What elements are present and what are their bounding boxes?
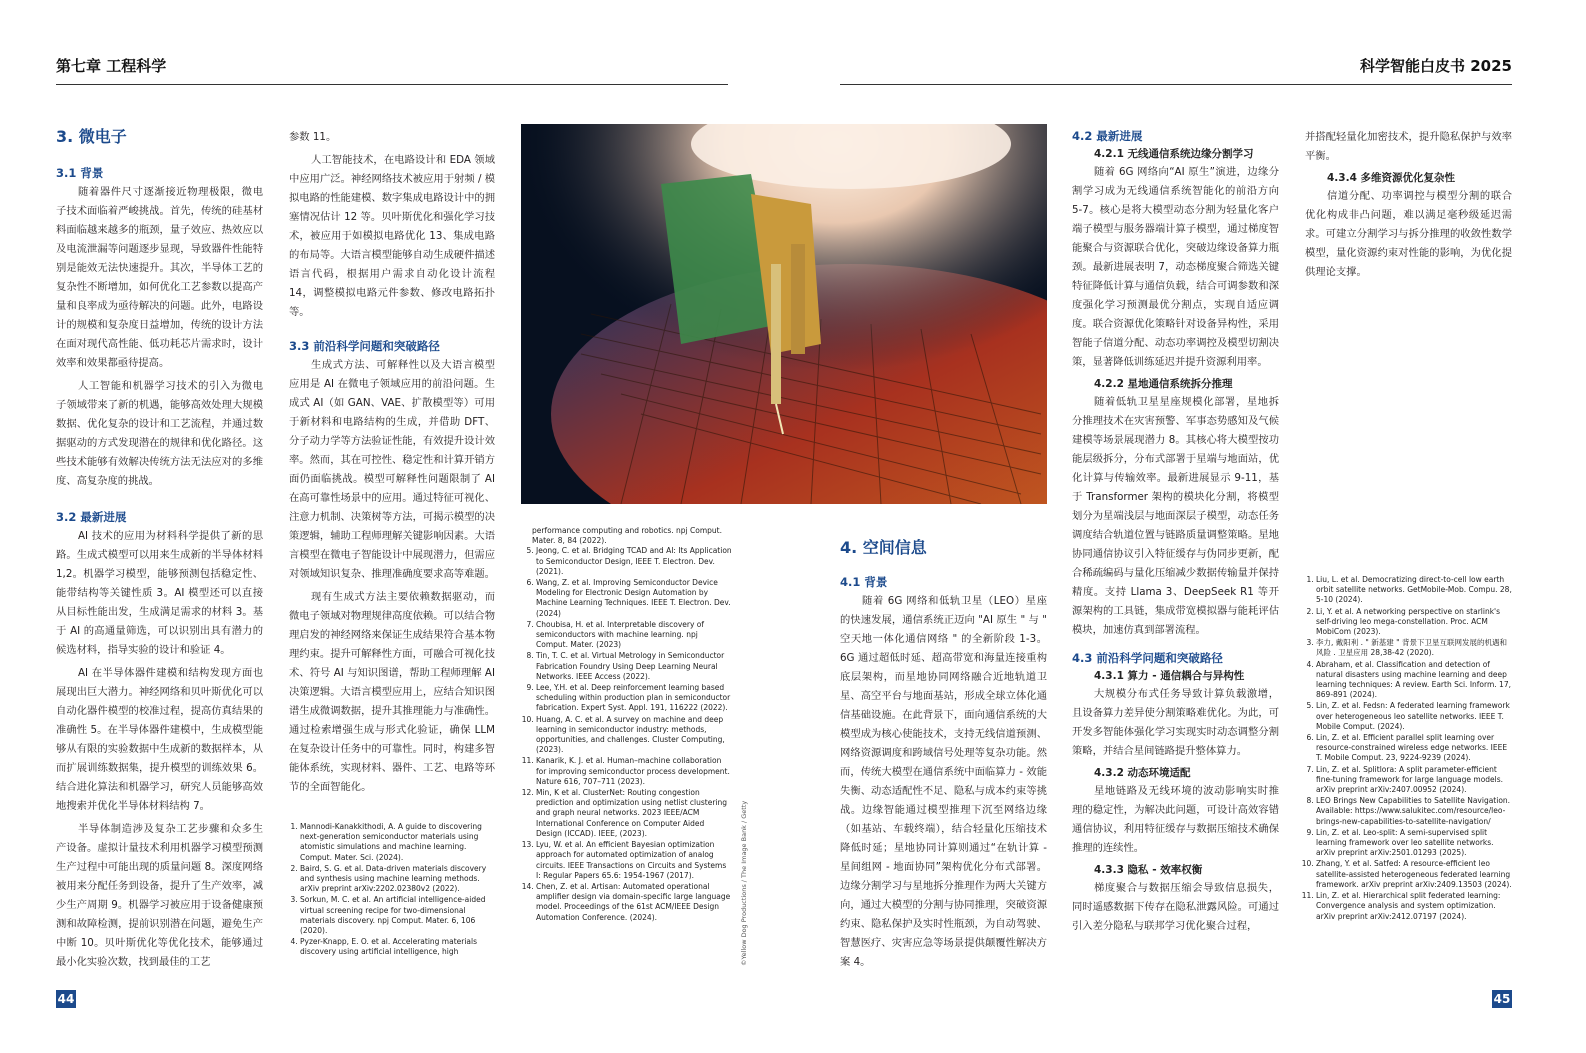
chapter-title: 第七章 工程科学 bbox=[56, 57, 167, 75]
references-col6 bbox=[1300, 575, 1512, 923]
paragraph: 大规模分布式任务导致计算负载激增，且设备算力差异使分割策略难优化。为此，可开发多智能体强化学习实现实时动态调整分割策略，并结合星间链路提升整体算力。 bbox=[1072, 688, 1279, 757]
paragraph: 参数 11。 bbox=[289, 131, 337, 143]
reference-item: 2. Baird, S. G. et al. Data-driven materials discovery and synthesis using machine learning methods. arXiv preprint arXiv:2202.02380v2 (2022). bbox=[300, 864, 496, 895]
column-2 bbox=[289, 128, 495, 801]
reference-item: 5. Jeong, C. et al. Bridging TCAD and AI: Its Application to Semiconductor Design, IEEE T. Electron. Dev. (2021). bbox=[536, 546, 732, 577]
subsubsection-title-4-3-2: 4.3.2 动态环境适配 bbox=[1094, 767, 1191, 779]
reference-item: 7. Lin, Z. et al. Splitlora: A split parameter-efficient fine-tuning framework for large language models. arXiv preprint arXiv:2407.00952 (2024). bbox=[1316, 765, 1512, 796]
reference-item: 11. Lin, Z. et al. Hierarchical split federated learning: Convergence analysis and system optimization. arXiv preprint arXiv:2412.07197 (2024). bbox=[1316, 891, 1512, 922]
photo-credit: ©Yellow Dog Productions / The Image Bank / Getty bbox=[740, 800, 748, 966]
subsection-title-3-3: 3.3 前沿科学问题和突破路径 bbox=[289, 339, 440, 353]
subsubsection-title-4-3-1: 4.3.1 算力 - 通信耦合与异构性 bbox=[1094, 670, 1245, 682]
paragraph: 随着 6G 网络向“AI 原生”演进，边缘分割学习成为无线通信系统智能化的前沿方向 5-7。核心是将大模型动态分割为轻量化客户端子模型与服务器端计算子模型，通过梯度智能聚合与资源联合优化，突破边缘设备算力瓶颈。最新进展表明 7，动态梯度聚合筛选关键特征降低计算与通信负载，结合可调参数和深度强化学习预测最优分割点，实现自适应调度。联合资源优化策略针对设备异构性，采用智能子信道分配、动态功率调控及模型切割决策，显著降低训练延迟并提升资源利用率。 bbox=[1072, 166, 1279, 368]
reference-item: 1. Liu, L. et al. Democratizing direct-to-cell low earth orbit satellite networks. GetMobile-Mob. Compu. 28, 5-10 (2024). bbox=[1316, 575, 1512, 606]
paragraph: 人工智能和机器学习技术的引入为微电子领域带来了新的机遇，能够高效处理大规模数据、优化复杂的设计和工艺流程，并通过数据驱动的方式发现潜在的规律和优化路径。这些技术能够有效解决传统方法无法应对的多维度、高复杂度的挑战。 bbox=[56, 380, 263, 487]
reference-item: 2. Li, Y. et al. A networking perspective on starlink's self-driving leo mega-constellation. Proc. ACM MobiCom (2023). bbox=[1316, 607, 1512, 638]
reference-item: 3. 李力, 戴阳利 . " 新基建 " 背景下卫星互联网发展的机遇和风险 . 卫星应用 28,38-42 (2020). bbox=[1316, 638, 1512, 658]
reference-item: 9. Lin, Z. et al. Leo-split: A semi-supervised split learning framework over leo satellite networks. arXiv preprint arXiv:2501.01293 (2025). bbox=[1316, 828, 1512, 859]
reference-item: 11. Kanarik, K. J. et al. Human–machine collaboration for improving semiconductor process development. Nature 616, 707–711 (2023). bbox=[536, 756, 732, 787]
reference-item: 8. Tin, T. C. et al. Virtual Metrology in Semiconductor Fabrication Foundry Using Deep Learning Neural Networks. IEEE Access (2022). bbox=[536, 651, 732, 682]
paragraph: 并搭配轻量化加密技术，提升隐私保护与效率平衡。 bbox=[1305, 131, 1512, 162]
reference-item: 4. Abraham, et al. Classification and detection of natural disasters using machine learning and deep learning techniques: A review. Earth Sci. Inform. 17, 869-891 (2024). bbox=[1316, 660, 1512, 701]
page-number-left: 44 bbox=[57, 992, 75, 1006]
reference-item: 14. Chen, Z. et al. Artisan: Automated operational amplifier design via domain-specific large language model. Proceedings of the 61st ACM/IEEE Design Automation Conference. (2024). bbox=[536, 882, 732, 923]
reference-item: 6. Wang, Z. et al. Improving Semiconductor Device Modeling for Electronic Design Automation by Machine Learning Techniques. IEEE T. Electron. Dev. (2024) bbox=[536, 578, 732, 619]
reference-item: 5. Lin, Z. et al. Fedsn: A federated learning framework over heterogeneous leo satellite networks. IEEE T. Mobile Comput. (2024). bbox=[1316, 701, 1512, 732]
references-col2 bbox=[284, 822, 496, 959]
header-rule-left bbox=[56, 84, 728, 85]
page-number-right: 45 bbox=[1493, 992, 1511, 1006]
subsection-title-4-1: 4.1 背景 bbox=[840, 575, 888, 589]
subsection-title-3-1: 3.1 背景 bbox=[56, 166, 104, 180]
column-6 bbox=[1305, 128, 1512, 286]
paragraph: 随着器件尺寸逐渐接近物理极限，微电子技术面临着严峻挑战。首先，传统的硅基材料面临越来越多的瓶颈，量子效应、热效应以及电流泄漏等问题逐步显现，导致器件性能特别是能效无法快速提升。其次，半导体工艺的复杂性不断增加，如何优化工艺参数以提高产量和良率成为亟待解决的问题。此外，电路设计的规模和复杂度日益增加，传统的设计方法在面对现代高性能、低功耗芯片需求时，设计效率和效果都亟待提高。 bbox=[56, 186, 263, 369]
paragraph: 半导体制造涉及复杂工艺步骤和众多生产设备。虚拟计量技术利用机器学习模型预测生产过程中可能出现的质量问题 8。深度网络被用来分配任务到设备，提升了生产效率，减少生产周期 9。机器学习被应用于设备健康预测和故障检测，提前识别潜在问题，避免生产中断 10。贝叶斯优化等优化技术，能够通过最小化实验次数，找到最佳的工艺 bbox=[56, 823, 263, 968]
section-title-microelectronics: 3. 微电子 bbox=[56, 127, 127, 146]
subsection-title-4-3: 4.3 前沿科学问题和突破路径 bbox=[1072, 651, 1223, 665]
column-4 bbox=[840, 535, 1047, 976]
reference-item: 10. Zhang, Y. et al. Satfed: A resource-efficient leo satellite-assisted heterogeneous federated learning framework. arXiv preprint arXiv:2409.13503 (2024). bbox=[1316, 859, 1512, 890]
paragraph: 现有生成式方法主要依赖数据驱动，而微电子领域对物理规律高度依赖。可以结合物理启发的神经网络来保证生成结果符合基本物理约束。提升可解释性方面，可融合可视化技术、符号 AI 与知识图谱，帮助工程师理解 AI 决策逻辑。大语言模型应用上，应结合知识图谱生成微调数据，提升其推理能力与准确性。通过检索增强生成与形式化验证，确保 LLM 在复杂设计任务中的可靠性。同时，构建多智能体系统，实现材料、器件、工艺、电路等环节的全面智能化。 bbox=[289, 591, 495, 793]
paragraph: AI 在半导体器件建模和结构发现方面也展现出巨大潜力。神经网络和贝叶斯优化可以自动化器件模型的校准过程，提高仿真结果的准确性 5。在半导体器件建模中，生成模型能够从有限的实验数据中生成新的数据样本，从而扩展训练数据集，提升模型的训练效果 6。结合进化算法和机器学习，研究人员能够高效地搜索并优化半导体材料结构 7。 bbox=[56, 667, 263, 812]
section-title-spatial-information: 4. 空间信息 bbox=[840, 538, 927, 557]
paragraph: AI 技术的应用为材料科学提供了新的思路。生成式模型可以用来生成新的半导体材料 1,2。机器学习模型，能够预测包括稳定性、能带结构等关键性质 3。AI 模型还可以直接从目标性能出发，生成满足需求的材料 3。基于 AI 的高通量筛选，可以识别出具有潜力的候选材料，指导实验的设计和验证 4。 bbox=[56, 530, 263, 656]
paragraph: 梯度聚合与数据压缩会导致信息损失，同时遥感数据下传存在隐私泄露风险。可通过引入差分隐私与联邦学习优化聚合过程， bbox=[1072, 882, 1279, 932]
subsection-title-3-2: 3.2 最新进展 bbox=[56, 510, 127, 524]
reference-item: 3. Sorkun, M. C. et al. An artificial intelligence-aided virtual screening recipe for two-dimensional materials discovery. npj Comput. Mater. 6, 106 (2020). bbox=[300, 895, 496, 936]
subsubsection-title-4-2-2: 4.2.2 星地通信系统拆分推理 bbox=[1094, 378, 1233, 390]
reference-item: 4. Pyzer-Knapp, E. O. et al. Accelerating materials discovery using artificial intelligence, high bbox=[300, 937, 496, 957]
subsubsection-title-4-3-3: 4.3.3 隐私 - 效率权衡 bbox=[1094, 864, 1203, 876]
reference-item: 12. Min, K et al. ClusterNet: Routing congestion prediction and optimization using netlist clustering and graph neural networks. 2023 IEEE/ACM International Conference on Computer Aided Design (ICCAD). IEEE, (2023). bbox=[536, 788, 732, 839]
subsubsection-title-4-3-4: 4.3.4 多维资源优化复杂性 bbox=[1327, 172, 1456, 184]
paragraph: 随着 6G 网络和低轨卫星（LEO）星座的快速发展，通信系统正迈向 "AI 原生 " 与 " 空天地一体化通信网络 " 的全新阶段 1-3。6G 通过超低时延、超高带宽和海量连接重构底层架构，而星地协同网络融合近地轨道卫星、高空平台与地面基站，形成全球立体化通信基础设施。在此背景下，面向通信系统的大模型成为核心使能技术，支持无线信道预测、网络资源调度和跨域信号处理等复杂功能。然而，传统大模型在通信系统中面临算力 - 效能失衡、动态适配性不足、隐私与成本约束等挑战。边缘智能通过模型推理下沉至网络边缘（如基站、车载终端），结合轻量化压缩技术降低时延；星地协同计算则通过“在轨计算 - 星间组网 - 地面协同”架构优化分布式部署。边缘分割学习与星地拆分推理作为两大关键方向，通过大模型的分割与协同推理，突破资源约束、隐私保护及实时性瓶颈，为自动驾驶、智慧医疗、灾害应急等场景提供颠覆性解决方案 4。 bbox=[840, 595, 1047, 968]
photo-illustration bbox=[521, 124, 1047, 504]
column-1 bbox=[56, 124, 263, 976]
paragraph: 生成式方法、可解释性以及大语言模型应用是 AI 在微电子领域应用的前沿问题。生成式 AI（如 GAN、VAE、扩散模型等）可用于新材料和电路结构的生成，并借助 DFT、分子动力学等方法验证性能，有效提升设计效率。然而，其在可控性、稳定性和计算开销方面仍面临挑战。模型可解释性问题限制了 AI 在高可靠性场景中的应用。通过特征可视化、注意力机制、决策树等方法，可揭示模型的决策逻辑，辅助工程师理解关键影响因素。大语言模型在微电子智能设计中展现潜力，但需应对领域知识复杂、推理准确度要求高等难题。 bbox=[289, 359, 495, 580]
subsection-title-4-2: 4.2 最新进展 bbox=[1072, 129, 1143, 143]
paragraph: 星地链路及无线环境的波动影响实时推理的稳定性，为解决此问题，可设计高效容错通信协议，利用特征缓存与数据压缩技术确保推理的连续性。 bbox=[1072, 785, 1279, 854]
reference-item: 9. Lee, Y.H. et al. Deep reinforcement learning based scheduling within production plan in semiconductor fabrication. Expert Syst. Appl. 191, 116222 (2022). bbox=[536, 683, 732, 714]
reference-item: 7. Choubisa, H. et al. Interpretable discovery of semiconductors with machine learning. npj Comput. Mater. (2023) bbox=[536, 620, 732, 651]
reference-continuation: performance computing and robotics. npj Comput. Mater. 8, 84 (2022). bbox=[532, 526, 722, 546]
chip-probe-photo bbox=[521, 124, 1047, 504]
references-col3 bbox=[520, 526, 732, 924]
paragraph: 随着低轨卫星星座规模化部署，星地拆分推理技术在灾害预警、军事态势感知及气候建模等场景展现潜力 8。其核心将大模型按功能层级拆分，分布式部署于星端与地面站，优化计算与传输效率。最新进展显示 9-11，基于 Transformer 架构的模块化分割，将模型划分为星端浅层与地面深层子模型，动态任务调度结合轨道位置与链路质量调整策略。星地协同通信协议引入特征缓存与伪同步更新，配合稀疏编码与量化压缩减少数据传输量并保持精度。支持 Llama 3、DeepSeek R1 等开源架构的工具链，集成带宽模拟器与能耗评估模块，加速仿真到部署流程。 bbox=[1072, 396, 1279, 636]
paragraph: 信道分配、功率调控与模型分割的联合优化构成非凸问题，难以满足毫秒级延迟需求。可建立分割学习与拆分推理的收敛性数学模型，量化资源约束对性能的影响，为优化提供理论支撑。 bbox=[1305, 190, 1512, 278]
paragraph: 人工智能技术，在电路设计和 EDA 领域中应用广泛。神经网络技术被应用于射频 / 模拟电路的性能建模、数字集成电路设计中的拥塞情况估计 12 等。贝叶斯优化和强化学习技术，被应用于如模拟电路优化 13、集成电路的布局等。大语言模型能够自动生成硬件描述语言代码，根据用户需求自动化设计流程 14，调整模拟电路元件参数、修改电路拓扑等。 bbox=[289, 154, 495, 318]
column-5 bbox=[1072, 128, 1279, 940]
reference-item: 10. Huang, A. C. et al. A survey on machine and deep learning in semiconductor industry: methods, opportunities, and challenges. Cluster Computing, (2023). bbox=[536, 715, 732, 756]
reference-item: 6. Lin, Z. et al. Efficient parallel split learning over resource-constrained wireless edge networks. IEEE T. Mobile Comput. 23, 9224-9239 (2024). bbox=[1316, 733, 1512, 764]
header-rule-right bbox=[840, 84, 1512, 85]
reference-item: 8. LEO Brings New Capabilities to Satellite Navigation. Available: https://www.salukitec.com/resource/leo-brings-new-capabilities-to-satellite-navigation/ bbox=[1316, 796, 1512, 827]
subsubsection-title-4-2-1: 4.2.1 无线通信系统边缘分割学习 bbox=[1094, 148, 1254, 160]
reference-item: 13. Lyu, W. et al. An efficient Bayesian optimization approach for automated optimization of analog circuits. IEEE Transactions on Circuits and Systems I: Regular Papers 65.6: 1954-1967 (2017). bbox=[536, 840, 732, 881]
book-title: 科学智能白皮书 2025 bbox=[1360, 57, 1512, 75]
reference-item: 1. Mannodi-Kanakkithodi, A. A guide to discovering next-generation semiconductor materials using atomistic simulations and machine learning. Comput. Mater. Sci. (2024). bbox=[300, 822, 496, 863]
